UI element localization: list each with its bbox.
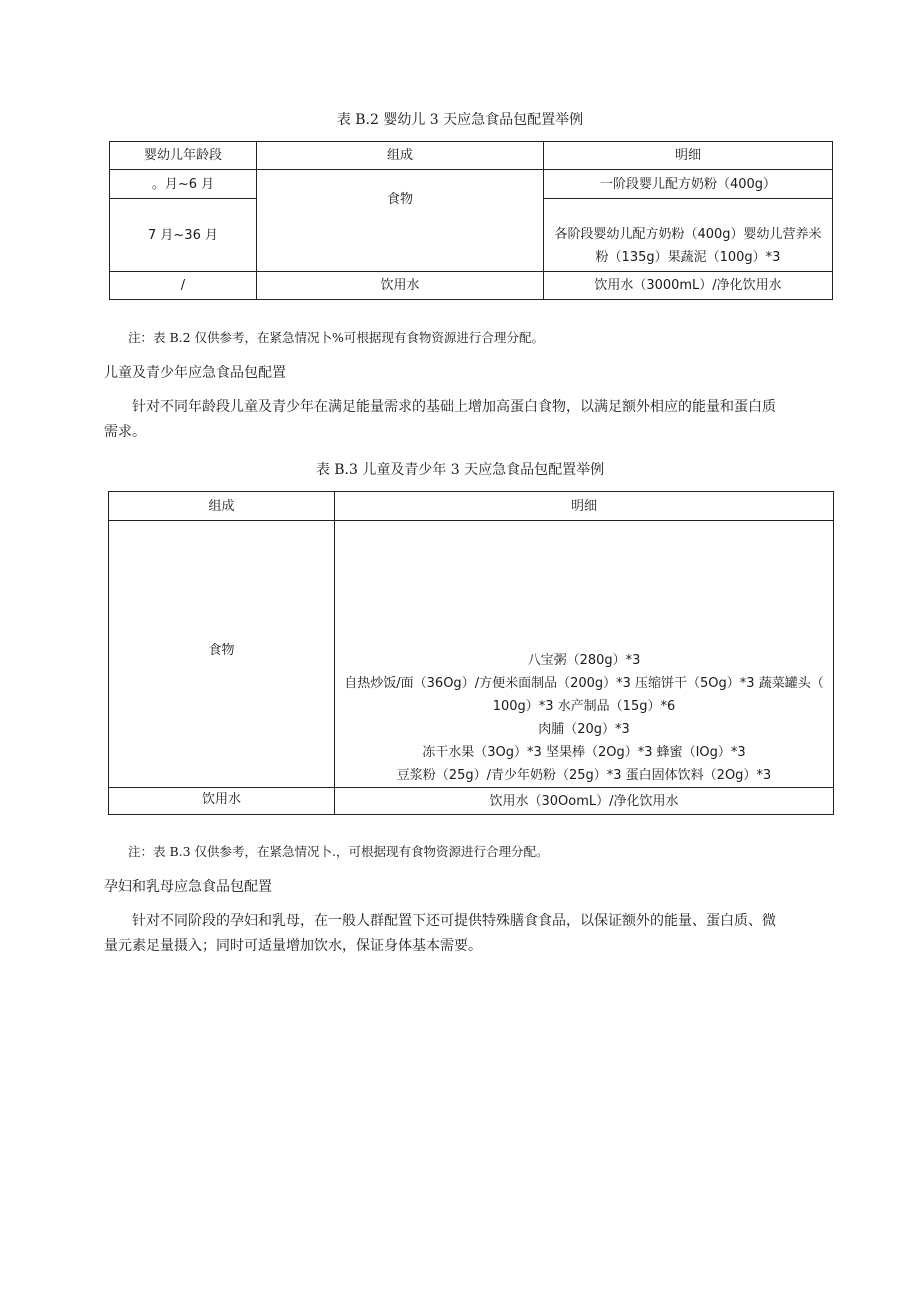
paragraph-line: 量元素足量摄入；同时可适量增加饮水，保证身体基本需要。: [104, 938, 482, 954]
detail-cell: 饮用水（30OomL）/净化饮用水: [335, 788, 834, 815]
table-row: [109, 788, 834, 815]
detail-line: 豆浆粉（25g）/青少年奶粉（25g）*3 蛋白固体饮料（2Og）*3: [396, 768, 772, 783]
table-header-cell: 组成: [109, 492, 335, 521]
age-cell: /: [110, 272, 257, 300]
table-header-cell: 婴幼儿年龄段: [110, 142, 257, 170]
detail-line: 各阶段婴幼儿配方奶粉（400g）婴幼儿营养米: [554, 227, 822, 242]
table-b3-caption: 表 B.3 儿童及青少年 3 天应急食品包配置举例: [315, 462, 605, 478]
detail-cell: 一阶段婴儿配方奶粉（400g）: [544, 170, 833, 199]
table-row: [109, 521, 834, 788]
section-heading-children: 儿童及青少年应急食品包配置: [104, 365, 286, 381]
section-paragraph-children: [104, 395, 816, 445]
detail-line: 肉脯（20g）*3: [538, 722, 630, 737]
detail-cell: [335, 521, 834, 788]
food-cell: 食物: [109, 521, 335, 788]
table-row: [109, 492, 834, 521]
table-b3: [108, 491, 834, 815]
age-cell: 7 月~36 月: [110, 199, 257, 272]
paragraph-line: 需求。: [104, 424, 146, 440]
detail-cell: [544, 199, 833, 272]
detail-line: 100g）*3 水产制品（15g）*6: [492, 699, 676, 714]
table-row: [110, 170, 833, 199]
detail-cell: 饮用水（3000mL）/净化饮用水: [544, 272, 833, 300]
table-b2-note: 注：表 B.2 仅供参考，在紧急情况卜%可根据现有食物资源进行合理分配。: [128, 330, 544, 345]
table-row: [110, 272, 833, 300]
component-cell: 饮用水: [109, 788, 335, 815]
table-b2: [109, 141, 833, 300]
detail-line: 自热炒饭/面（36Og）/方便米面制品（200g）*3 压缩饼干（5Og）*3 蔬菜罐头（: [344, 676, 824, 691]
table-header-cell: 组成: [257, 142, 544, 170]
table-b2-caption: 表 B.2 婴幼儿 3 天应急食品包配置举例: [336, 112, 584, 128]
table-header-cell: 明细: [335, 492, 834, 521]
section-heading-pregnant: 孕妇和乳母应急食品包配置: [104, 879, 272, 895]
table-b3-note: 注：表 B.3 仅供参考，在紧急情况卜.，可根据现有食物资源进行合理分配。: [128, 844, 549, 859]
table-header-cell: 明细: [544, 142, 833, 170]
section-paragraph-pregnant: [104, 909, 816, 959]
paragraph-line: 针对不同年龄段儿童及青少年在满足能量需求的基础上增加高蛋白食物，以满足额外相应的能量和蛋白质: [132, 399, 776, 415]
detail-line: 八宝粥（280g）*3: [527, 653, 641, 668]
detail-line: 粉（135g）果蔬泥（100g）*3: [595, 250, 781, 265]
component-cell: 饮用水: [257, 272, 544, 300]
table-row: [110, 142, 833, 170]
food-cell: 食物: [257, 170, 544, 272]
detail-line: 冻干水果（3Og）*3 坚果棒（2Og）*3 蜂蜜（IOg）*3: [422, 745, 746, 760]
age-cell: 。月~6 月: [110, 170, 257, 199]
paragraph-line: 针对不同阶段的孕妇和乳母，在一般人群配置下还可提供特殊膳食食品，以保证额外的能量、蛋白质、微: [132, 913, 776, 929]
